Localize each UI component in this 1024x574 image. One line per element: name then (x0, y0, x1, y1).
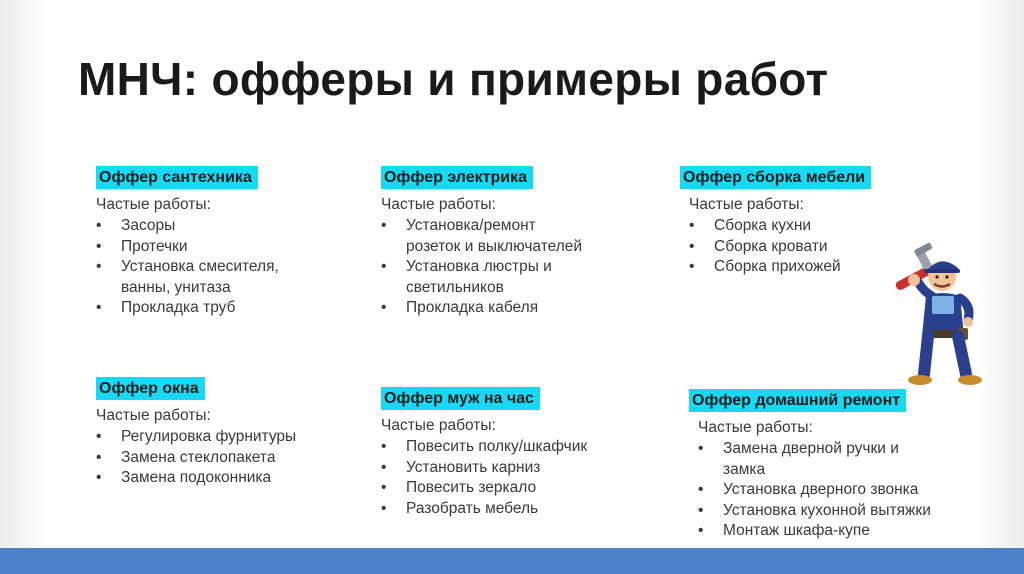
list-item: • Прокладка труб (96, 298, 279, 319)
card-furniture (680, 166, 871, 278)
list-item: • Регулировка фурнитуры (96, 427, 296, 448)
list-item-continuation: замка (723, 460, 766, 478)
card-subtitle: Частые работы: (96, 196, 211, 213)
card-subtitle: Частые работы: (698, 419, 813, 436)
list-item-text: Установка люстры и (406, 258, 552, 275)
card-plumber (96, 166, 279, 319)
list-item: • Установка кухонной вытяжки (698, 501, 931, 522)
list-item: • Монтаж шкафа-купе (698, 521, 931, 542)
card-list (96, 427, 296, 489)
list-item: • Повесить полку/шкафчик (381, 437, 587, 458)
list-item: • Замена стеклопакета (96, 448, 296, 469)
list-item: • Установка дверного звонка (698, 480, 931, 501)
card-home-repair (689, 389, 931, 542)
list-item-continuation: светильников (406, 278, 504, 296)
card-badge: Оффер сантехника (96, 166, 258, 189)
list-item-text: Установка/ремонт (406, 217, 536, 234)
card-subtitle: Частые работы: (96, 407, 211, 424)
plumber-with-wrench-icon (880, 240, 998, 390)
card-list (680, 216, 871, 278)
card-badge: Оффер электрика (381, 166, 533, 189)
list-item (698, 439, 931, 480)
card-windows (96, 377, 296, 489)
page-title: МНЧ: офферы и примеры работ (78, 53, 829, 105)
list-item-text: Установка смесителя, (121, 258, 279, 275)
card-electrician (381, 166, 582, 319)
card-list (96, 216, 279, 319)
card-badge: Оффер сборка мебели (680, 166, 871, 189)
list-item-text: Замена дверной ручки и (723, 440, 899, 457)
card-badge: Оффер муж на час (381, 387, 540, 410)
list-item: • Разобрать мебель (381, 499, 587, 520)
list-item: • Повесить зеркало (381, 478, 587, 499)
card-list (689, 439, 931, 542)
footer-bar (0, 548, 1024, 574)
card-list (381, 437, 587, 519)
list-item-continuation: ванны, унитаза (121, 278, 231, 296)
card-badge: Оффер окна (96, 377, 205, 400)
list-item: • Сборка кровати (689, 237, 871, 258)
slide-shadow-left (0, 0, 46, 548)
list-item: • Протечки (96, 237, 279, 258)
card-handyman (381, 387, 587, 519)
card-badge: Оффер домашний ремонт (689, 389, 906, 412)
list-item (381, 216, 582, 257)
list-item: • Установить карниз (381, 458, 587, 479)
card-subtitle: Частые работы: (689, 196, 804, 213)
list-item (96, 257, 279, 298)
list-item: • Сборка прихожей (689, 257, 871, 278)
list-item: • Прокладка кабеля (381, 298, 582, 319)
list-item: • Сборка кухни (689, 216, 871, 237)
list-item: • Замена подоконника (96, 468, 296, 489)
list-item: • Засоры (96, 216, 279, 237)
card-subtitle: Частые работы: (381, 417, 496, 434)
card-list (381, 216, 582, 319)
list-item (381, 257, 582, 298)
card-subtitle: Частые работы: (381, 196, 496, 213)
list-item-continuation: розеток и выключателей (406, 237, 583, 255)
